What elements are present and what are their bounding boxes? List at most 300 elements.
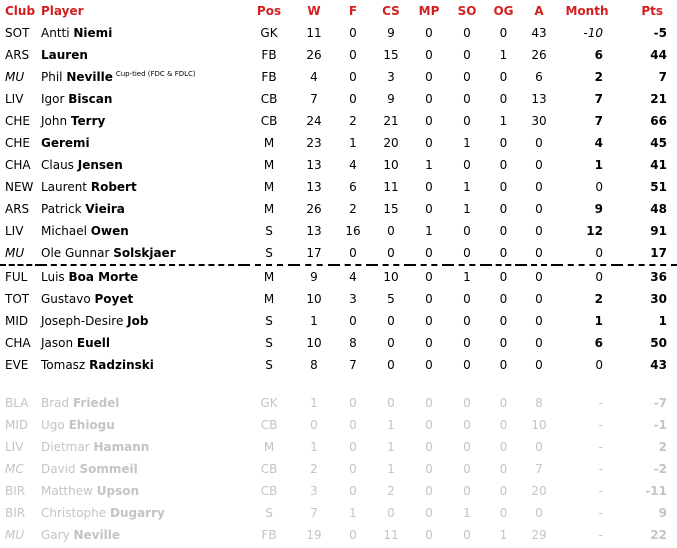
a-cell: 0 (535, 202, 543, 216)
w-cell: 26 (306, 48, 322, 62)
header-cs[interactable]: CS (382, 4, 400, 18)
f-cell: 0 (349, 48, 357, 62)
player-first-name: Ugo (41, 418, 65, 432)
player-first-name: Gustavo (41, 292, 91, 306)
a-cell: 10 (531, 418, 547, 432)
so-cell: 0 (463, 292, 471, 306)
month-cell: 0 (595, 358, 603, 372)
mp-cell: 0 (410, 265, 448, 288)
so-cell: 0 (463, 114, 471, 128)
month-cell: 1 (594, 158, 603, 172)
cs-cell: 11 (383, 528, 399, 542)
mp-cell: 0 (425, 314, 433, 328)
player-cell (41, 524, 244, 546)
club-cell: CHA (5, 158, 31, 172)
w-cell: 17 (306, 246, 322, 260)
mp-cell: 1 (425, 224, 433, 238)
header-player[interactable]: Player (41, 4, 84, 18)
so-cell: 1 (463, 202, 471, 216)
og-cell: 0 (499, 180, 508, 194)
player-last-name[interactable]: Upson (96, 484, 140, 498)
spacer-cell (0, 376, 677, 392)
pos-cell: S (265, 246, 273, 260)
pts-cell: 51 (650, 180, 667, 194)
table-row[interactable] (0, 132, 677, 154)
player-first-name: Matthew (41, 484, 93, 498)
w-cell: 0 (310, 418, 318, 432)
f-cell: 0 (349, 462, 357, 476)
club-cell: MID (5, 418, 29, 432)
so-cell: 0 (463, 358, 471, 372)
pts-cell: 91 (650, 224, 667, 238)
cs-cell: 1 (387, 418, 395, 432)
cs-cell: 2 (387, 484, 395, 498)
player-last-name[interactable]: Biscan (68, 92, 113, 106)
player-last-name[interactable]: Radzinski (89, 358, 154, 372)
table-row[interactable] (0, 66, 677, 88)
club-cell: TOT (5, 292, 30, 306)
f-cell: 4 (334, 265, 372, 288)
cs-cell: 3 (387, 70, 395, 84)
section-spacer (0, 376, 677, 392)
player-last-name[interactable]: Neville (73, 528, 120, 542)
pos-cell: GK (260, 26, 278, 40)
og-cell: 0 (499, 246, 508, 260)
player-last-name[interactable]: Neville (66, 70, 113, 84)
f-cell: 0 (349, 26, 357, 40)
club-cell: SOT (5, 26, 30, 40)
player-first-name: Michael (41, 224, 87, 238)
player-cell (41, 310, 244, 332)
player-cell (41, 198, 244, 220)
w-cell: 10 (306, 292, 322, 306)
player-cell (41, 110, 244, 132)
header-club[interactable]: Club (5, 4, 36, 18)
table-row[interactable] (0, 310, 677, 332)
player-first-name: Gary (41, 528, 70, 542)
table-row[interactable] (0, 436, 677, 458)
table-row[interactable] (0, 392, 677, 414)
mp-cell: 0 (425, 114, 433, 128)
player-last-name[interactable]: Jensen (77, 158, 123, 172)
mp-cell: 0 (425, 92, 433, 106)
player-cell (41, 354, 244, 376)
cs-cell: 9 (387, 26, 395, 40)
mp-cell: 0 (425, 292, 433, 306)
cs-cell: 20 (383, 136, 399, 150)
player-first-name: Brad (41, 396, 70, 410)
pts-cell: 48 (650, 202, 667, 216)
w-cell: 19 (306, 528, 322, 542)
a-cell: 43 (531, 26, 547, 40)
player-cell (41, 176, 244, 198)
month-cell: - (598, 418, 603, 432)
a-cell: 0 (535, 314, 543, 328)
f-cell: 0 (349, 484, 357, 498)
so-cell: 0 (463, 158, 471, 172)
a-cell: 30 (531, 114, 547, 128)
so-cell: 1 (448, 265, 486, 288)
player-cell (41, 132, 244, 154)
pts-cell: 7 (658, 70, 667, 84)
so-cell: 0 (463, 418, 471, 432)
mp-cell: 0 (425, 484, 433, 498)
table-row[interactable] (0, 265, 677, 288)
cs-cell: 0 (387, 358, 395, 372)
table-row[interactable] (0, 480, 677, 502)
f-cell: 16 (345, 224, 361, 238)
w-cell: 1 (310, 314, 318, 328)
og-cell: 0 (499, 26, 508, 40)
so-cell: 0 (463, 70, 471, 84)
club-cell: ARS (5, 48, 30, 62)
header-so[interactable]: SO (457, 4, 477, 18)
cs-cell: 5 (387, 292, 395, 306)
month-cell: 7 (594, 92, 603, 106)
player-first-name: David (41, 462, 76, 476)
club-cell: LIV (5, 92, 24, 106)
table-row[interactable] (0, 22, 677, 44)
player-cell (41, 392, 244, 414)
pos-cell: M (263, 180, 275, 194)
table-row[interactable] (0, 220, 677, 242)
w-cell: 2 (310, 462, 318, 476)
a-cell: 29 (531, 528, 547, 542)
a-cell: 0 (535, 158, 543, 172)
mp-cell: 1 (425, 158, 433, 172)
pos-cell: CB (260, 114, 278, 128)
cs-cell: 15 (383, 202, 399, 216)
w-cell: 13 (306, 180, 322, 194)
player-last-name[interactable]: Owen (90, 224, 129, 238)
club-cell: BIR (5, 506, 26, 520)
og-cell: 0 (499, 292, 508, 306)
pts-cell: -1 (653, 418, 667, 432)
og-cell: 0 (499, 336, 508, 350)
cs-cell: 1 (387, 440, 395, 454)
player-cell (41, 458, 244, 480)
club-cell: MID (5, 314, 29, 328)
pts-cell: 41 (650, 158, 667, 172)
player-last-name[interactable]: Boa Morte (68, 270, 139, 284)
a-cell: 0 (535, 336, 543, 350)
og-cell: 0 (499, 202, 508, 216)
table-row[interactable] (0, 242, 677, 265)
w-cell: 26 (306, 202, 322, 216)
club-cell: MU (5, 528, 25, 542)
player-last-name[interactable]: Robert (90, 180, 137, 194)
table-row[interactable] (0, 176, 677, 198)
pts-cell: -5 (653, 26, 667, 40)
f-cell: 0 (349, 92, 357, 106)
cs-cell: 9 (387, 92, 395, 106)
month-cell: 2 (594, 70, 603, 84)
so-cell: 0 (463, 224, 471, 238)
f-cell: 1 (349, 136, 357, 150)
f-cell: 0 (349, 418, 357, 432)
table-row[interactable] (0, 44, 677, 66)
month-cell: 4 (594, 136, 603, 150)
player-first-name: Igor (41, 92, 65, 106)
mp-cell: 0 (425, 136, 433, 150)
month-cell: 0 (595, 180, 603, 194)
player-last-name[interactable]: Ehiogu (68, 418, 115, 432)
og-cell: 1 (499, 528, 508, 542)
f-cell: 8 (349, 336, 357, 350)
w-cell: 9 (294, 265, 334, 288)
w-cell: 13 (306, 224, 322, 238)
pts-cell: 45 (650, 136, 667, 150)
w-cell: 7 (310, 506, 318, 520)
table-row[interactable] (0, 288, 677, 310)
pos-cell: M (263, 440, 275, 454)
f-cell: 0 (349, 314, 357, 328)
month-cell: - (598, 484, 603, 498)
mp-cell: 0 (425, 506, 433, 520)
player-first-name: Jason (41, 336, 74, 350)
header-pos[interactable]: Pos (256, 4, 282, 18)
mp-cell: 0 (425, 180, 433, 194)
header-month[interactable]: Month (565, 4, 609, 18)
pos-cell: S (265, 314, 273, 328)
pos-cell: M (244, 265, 294, 288)
w-cell: 23 (306, 136, 322, 150)
player-cell (41, 414, 244, 436)
cs-cell: 11 (383, 180, 399, 194)
player-last-name[interactable]: Lauren (41, 48, 88, 62)
header-a[interactable]: A (534, 4, 544, 18)
so-cell: 0 (463, 92, 471, 106)
player-cell (41, 480, 244, 502)
player-first-name: Claus (41, 158, 74, 172)
pts-cell: -2 (653, 462, 667, 476)
month-cell: - (598, 528, 603, 542)
cs-cell: 0 (387, 246, 395, 260)
player-last-name[interactable]: Hamann (93, 440, 150, 454)
mp-cell: 0 (425, 396, 433, 410)
mp-cell: 0 (425, 358, 433, 372)
a-cell: 0 (535, 440, 543, 454)
cs-cell: 0 (387, 396, 395, 410)
player-cell (41, 502, 244, 524)
player-cell (41, 154, 244, 176)
og-cell: 1 (499, 48, 508, 62)
a-cell: 6 (535, 70, 543, 84)
player-cell (41, 88, 244, 110)
table-row[interactable] (0, 414, 677, 436)
pos-cell: CB (260, 484, 278, 498)
pts-cell: 2 (658, 440, 667, 454)
pts-cell: 21 (650, 92, 667, 106)
w-cell: 3 (310, 484, 318, 498)
club-cell: BIR (5, 484, 26, 498)
player-cell (41, 288, 244, 310)
header-pts[interactable]: Pts (641, 4, 663, 18)
table-row[interactable] (0, 88, 677, 110)
table-row[interactable] (0, 354, 677, 376)
mp-cell: 0 (425, 246, 433, 260)
pos-cell: CB (260, 418, 278, 432)
player-last-name[interactable]: Friedel (72, 396, 120, 410)
table-body (0, 22, 677, 546)
club-cell: MU (5, 70, 25, 84)
pts-cell: 30 (650, 292, 667, 306)
table-row[interactable] (0, 110, 677, 132)
player-cell (41, 265, 244, 288)
month-cell: 7 (594, 114, 603, 128)
player-last-name[interactable]: Job (127, 314, 149, 328)
player-first-name: Antti (41, 26, 70, 40)
cs-cell: 0 (387, 314, 395, 328)
club-cell: MU (5, 246, 25, 260)
a-cell: 0 (535, 358, 543, 372)
player-first-name: Ole Gunnar (41, 246, 110, 260)
table-row[interactable] (0, 458, 677, 480)
w-cell: 13 (306, 158, 322, 172)
pts-cell: 66 (650, 114, 667, 128)
pts-cell: 44 (650, 48, 667, 62)
month-cell: 6 (594, 48, 603, 62)
player-last-name[interactable]: Vieira (85, 202, 125, 216)
w-cell: 10 (306, 336, 322, 350)
a-cell: 0 (535, 506, 543, 520)
a-cell: 13 (531, 92, 547, 106)
pts-cell: 50 (650, 336, 667, 350)
player-first-name: Dietmar (41, 440, 90, 454)
pos-cell: S (265, 358, 273, 372)
f-cell: 1 (349, 506, 357, 520)
a-cell: 0 (521, 265, 557, 288)
month-cell: - (598, 506, 603, 520)
cs-cell: 0 (387, 506, 395, 520)
player-cell (41, 220, 244, 242)
header-row (0, 0, 677, 22)
og-cell: 0 (499, 440, 508, 454)
pts-cell: 22 (650, 528, 667, 542)
table-row[interactable] (0, 332, 677, 354)
player-last-name[interactable]: Euell (76, 336, 111, 350)
header-mp[interactable]: MP (418, 4, 440, 18)
pts-cell: 43 (650, 358, 667, 372)
player-last-name[interactable]: Sommeil (79, 462, 138, 476)
table-row[interactable] (0, 524, 677, 546)
player-cell (41, 66, 244, 88)
table-row[interactable] (0, 198, 677, 220)
player-first-name: Christophe (41, 506, 107, 520)
so-cell: 0 (463, 26, 471, 40)
month-cell: 6 (594, 336, 603, 350)
header-w[interactable]: W (307, 4, 321, 18)
player-cell (41, 332, 244, 354)
og-cell: 0 (499, 462, 508, 476)
player-last-name[interactable]: Terry (70, 114, 106, 128)
pts-cell: 17 (650, 246, 667, 260)
table-row[interactable] (0, 502, 677, 524)
w-cell: 11 (306, 26, 322, 40)
club-cell: NEW (5, 180, 34, 194)
w-cell: 1 (310, 396, 318, 410)
player-cell (41, 242, 244, 265)
cs-cell: 21 (383, 114, 399, 128)
w-cell: 7 (310, 92, 318, 106)
player-last-name[interactable]: Poyet (94, 292, 134, 306)
a-cell: 0 (535, 136, 543, 150)
player-cell (41, 436, 244, 458)
table-row[interactable] (0, 154, 677, 176)
header-og[interactable]: OG (493, 4, 514, 18)
pos-cell: GK (260, 396, 278, 410)
pos-cell: M (263, 158, 275, 172)
w-cell: 24 (306, 114, 322, 128)
club-cell: CHA (5, 336, 31, 350)
f-cell: 0 (349, 70, 357, 84)
player-last-name[interactable]: Niemi (73, 26, 113, 40)
f-cell: 7 (349, 358, 357, 372)
a-cell: 0 (535, 246, 543, 260)
so-cell: 1 (463, 136, 471, 150)
f-cell: 0 (349, 396, 357, 410)
club-cell: BLA (5, 396, 29, 410)
pts-cell: -7 (653, 396, 667, 410)
so-cell: 0 (463, 484, 471, 498)
player-first-name: Laurent (41, 180, 88, 194)
club-cell: CHE (5, 114, 30, 128)
club-cell: ARS (5, 202, 30, 216)
so-cell: 0 (463, 462, 471, 476)
a-cell: 20 (531, 484, 547, 498)
w-cell: 4 (310, 70, 318, 84)
player-first-name: Luis (41, 270, 65, 284)
player-first-name: Joseph-Desire (41, 314, 124, 328)
og-cell: 0 (499, 158, 508, 172)
club-cell: LIV (5, 224, 24, 238)
mp-cell: 0 (425, 26, 433, 40)
mp-cell: 0 (425, 418, 433, 432)
header-f[interactable]: F (348, 4, 358, 18)
month-cell: 1 (594, 314, 603, 328)
cup-tied-note: Cup-tied (FDC & FDLC) (115, 70, 196, 78)
player-last-name[interactable]: Dugarry (109, 506, 165, 520)
player-last-name[interactable]: Geremi (41, 136, 90, 150)
player-cell (41, 22, 244, 44)
pos-cell: M (263, 202, 275, 216)
cs-cell: 0 (387, 336, 395, 350)
player-last-name[interactable]: Solskjaer (113, 246, 176, 260)
month-cell: 0 (595, 246, 603, 260)
og-cell: 0 (499, 92, 508, 106)
og-cell: 0 (499, 314, 508, 328)
player-first-name: Patrick (41, 202, 82, 216)
pos-cell: S (265, 224, 273, 238)
og-cell: 0 (499, 358, 508, 372)
f-cell: 3 (349, 292, 357, 306)
mp-cell: 0 (425, 462, 433, 476)
pts-cell: 36 (617, 265, 677, 288)
og-cell: 0 (499, 396, 508, 410)
month-cell: - (598, 440, 603, 454)
pos-cell: FB (261, 528, 277, 542)
pos-cell: FB (261, 48, 277, 62)
player-first-name: Tomasz (41, 358, 86, 372)
a-cell: 8 (535, 396, 543, 410)
w-cell: 8 (310, 358, 318, 372)
pos-cell: FB (261, 70, 277, 84)
month-cell: 0 (557, 265, 617, 288)
mp-cell: 0 (425, 48, 433, 62)
month-cell: - (598, 396, 603, 410)
a-cell: 26 (531, 48, 547, 62)
so-cell: 0 (463, 440, 471, 454)
